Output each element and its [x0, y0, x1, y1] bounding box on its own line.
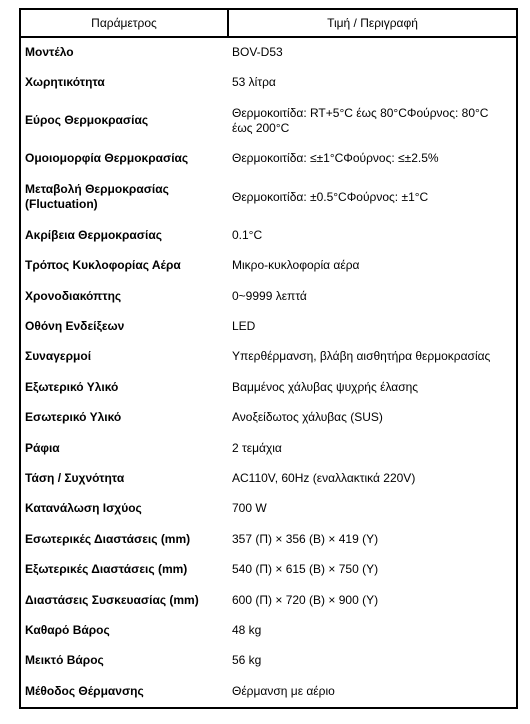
table-row: [20, 98, 517, 144]
table-row: [20, 615, 517, 645]
table-row: [20, 433, 517, 463]
table-body: [20, 37, 517, 708]
table-row: [20, 585, 517, 615]
table-row: [20, 281, 517, 311]
value-cell: Μικρο-κυκλοφορία αέρα: [228, 251, 517, 281]
value-cell: 53 λίτρα: [228, 67, 517, 97]
value-cell: Θέρμανση με αέριο: [228, 676, 517, 708]
parameter-cell: Οθόνη Ενδείξεων: [20, 311, 228, 341]
value-cell: Θερμοκοιτίδα: RT+5°C έως 80°CΦούρνος: 80°C έως 200°C: [228, 98, 517, 144]
table-header-row: [20, 9, 517, 37]
table-row: [20, 403, 517, 433]
parameter-cell: Εξωτερικές Διαστάσεις (mm): [20, 554, 228, 584]
parameter-cell: Χρονοδιακόπτης: [20, 281, 228, 311]
value-cell: Ανοξείδωτος χάλυβας (SUS): [228, 403, 517, 433]
parameter-cell: Τάση / Συχνότητα: [20, 463, 228, 493]
table-row: [20, 524, 517, 554]
table-row: [20, 494, 517, 524]
parameter-cell: Ακρίβεια Θερμοκρασίας: [20, 220, 228, 250]
table-row: [20, 463, 517, 493]
table-row: [20, 67, 517, 97]
value-cell: 700 W: [228, 494, 517, 524]
value-cell: 0.1°C: [228, 220, 517, 250]
value-cell: 48 kg: [228, 615, 517, 645]
table-row: [20, 372, 517, 402]
parameter-cell: Μεικτό Βάρος: [20, 646, 228, 676]
value-cell: Θερμοκοιτίδα: ±0.5°CΦούρνος: ±1°C: [228, 174, 517, 220]
parameter-cell: Μεταβολή Θερμοκρασίας (Fluctuation): [20, 174, 228, 220]
table-row: [20, 174, 517, 220]
value-cell: Βαμμένος χάλυβας ψυχρής έλασης: [228, 372, 517, 402]
table-row: [20, 251, 517, 281]
value-cell: 56 kg: [228, 646, 517, 676]
value-cell: 600 (Π) × 720 (Β) × 900 (Υ): [228, 585, 517, 615]
value-cell: Θερμοκοιτίδα: ≤±1°CΦούρνος: ≤±2.5%: [228, 144, 517, 174]
table-row: [20, 342, 517, 372]
table-row: [20, 144, 517, 174]
header-value: Τιμή / Περιγραφή: [228, 9, 517, 37]
table-row: [20, 646, 517, 676]
parameter-cell: Εσωτερικές Διαστάσεις (mm): [20, 524, 228, 554]
parameter-cell: Καθαρό Βάρος: [20, 615, 228, 645]
value-cell: 2 τεμάχια: [228, 433, 517, 463]
header-parameter: Παράμετρος: [20, 9, 228, 37]
value-cell: AC110V, 60Hz (εναλλακτικά 220V): [228, 463, 517, 493]
parameter-cell: Κατανάλωση Ισχύος: [20, 494, 228, 524]
parameter-cell: Εσωτερικό Υλικό: [20, 403, 228, 433]
parameter-cell: Ομοιομορφία Θερμοκρασίας: [20, 144, 228, 174]
parameter-cell: Εύρος Θερμοκρασίας: [20, 98, 228, 144]
value-cell: BOV-D53: [228, 37, 517, 67]
parameter-cell: Χωρητικότητα: [20, 67, 228, 97]
value-cell: 540 (Π) × 615 (Β) × 750 (Υ): [228, 554, 517, 584]
value-cell: Υπερθέρμανση, βλάβη αισθητήρα θερμοκρασίας: [228, 342, 517, 372]
spec-table: [19, 8, 518, 709]
value-cell: 0~9999 λεπτά: [228, 281, 517, 311]
table-row: [20, 220, 517, 250]
value-cell: LED: [228, 311, 517, 341]
value-cell: 357 (Π) × 356 (Β) × 419 (Υ): [228, 524, 517, 554]
parameter-cell: Συναγερμοί: [20, 342, 228, 372]
table-row: [20, 311, 517, 341]
parameter-cell: Διαστάσεις Συσκευασίας (mm): [20, 585, 228, 615]
table-row: [20, 676, 517, 708]
parameter-cell: Τρόπος Κυκλοφορίας Αέρα: [20, 251, 228, 281]
parameter-cell: Ράφια: [20, 433, 228, 463]
parameter-cell: Μέθοδος Θέρμανσης: [20, 676, 228, 708]
parameter-cell: Εξωτερικό Υλικό: [20, 372, 228, 402]
table-row: [20, 554, 517, 584]
parameter-cell: Μοντέλο: [20, 37, 228, 67]
table-row: [20, 37, 517, 67]
spec-table-container: [19, 8, 516, 709]
